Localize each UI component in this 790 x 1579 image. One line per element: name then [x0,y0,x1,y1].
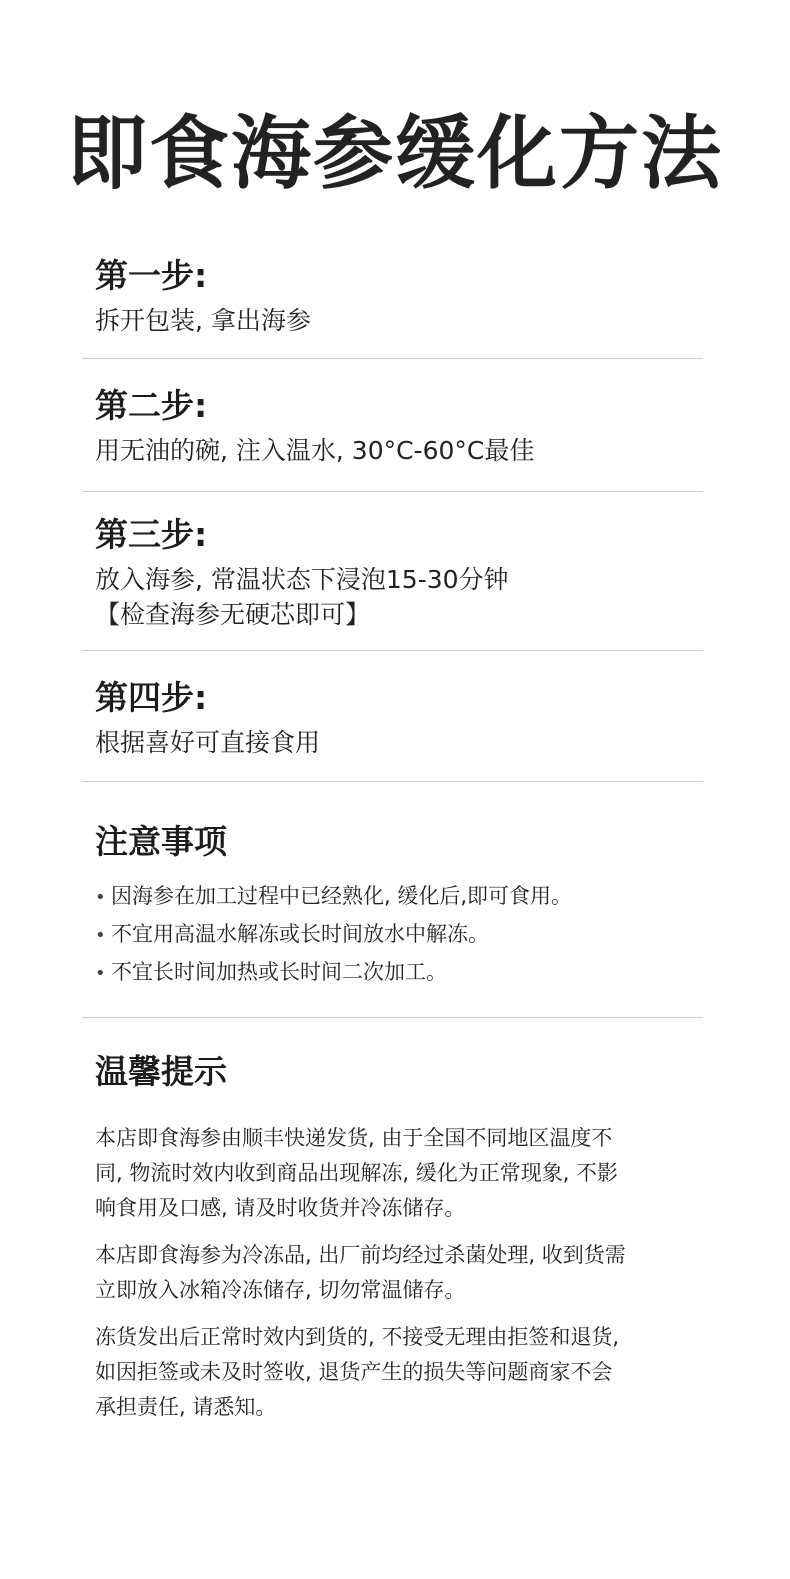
step-line: 放入海参, 常温状态下浸泡15-30分钟 [95,565,509,594]
tip-line: 同, 物流时效内收到商品出现解冻, 缓化为正常现象, 不影 [95,1161,619,1185]
tip-line: 冻货发出后正常时效内到货的, 不接受无理由拒签和退货, [95,1325,620,1349]
notes-heading: 注意事项 [95,822,227,861]
tip-paragraph [95,1320,695,1425]
step-heading: 第三步: [95,515,208,554]
page-title: 即食海参缓化方法 [67,107,723,200]
step-line: 根据喜好可直接食用 [95,728,321,757]
divider [82,491,703,492]
step-4 [95,678,715,760]
tip-line: 本店即食海参由顺丰快递发货, 由于全国不同地区温度不 [95,1126,613,1150]
step-heading: 第四步: [95,678,208,717]
note-text: 因海参在加工过程中已经熟化, 缓化后,即可食用。 [111,884,573,908]
tips-heading: 温馨提示 [95,1052,227,1091]
step-line: 拆开包装, 拿出海参 [95,306,311,335]
list-item [95,878,715,916]
tip-line: 响食用及口感, 请及时收货并冷冻储存。 [95,1196,466,1220]
step-text [95,303,715,338]
note-text: 不宜用高温水解冻或长时间放水中解冻。 [111,922,489,946]
step-1 [95,256,715,338]
divider [82,650,703,651]
divider [82,358,703,359]
step-3 [95,515,715,632]
tip-line: 如因拒签或未及时签收, 退货产生的损失等问题商家不会 [95,1360,613,1384]
step-line: 用无油的碗, 注入温水, 30°C-60°C最佳 [95,436,535,465]
step-heading: 第二步: [95,386,208,425]
step-text [95,433,715,468]
step-heading: 第一步: [95,256,208,295]
tip-line: 立即放入冰箱冷冻储存, 切勿常温储存。 [95,1278,466,1302]
list-item [95,916,715,954]
tip-paragraph [95,1121,695,1226]
tip-paragraph [95,1238,695,1308]
step-text [95,725,715,760]
tip-line: 承担责任, 请悉知。 [95,1395,277,1419]
note-text: 不宜长时间加热或长时间二次加工。 [111,960,447,984]
divider [82,781,703,782]
divider [82,1017,703,1018]
step-text [95,562,715,632]
step-2 [95,386,715,468]
tips-body [95,1121,695,1437]
notes-list [95,878,715,992]
bullet-icon: • [95,925,106,946]
bullet-icon: • [95,963,106,984]
tip-line: 本店即食海参为冷冻品, 出厂前均经过杀菌处理, 收到货需 [95,1243,626,1267]
list-item [95,954,715,992]
bullet-icon: • [95,887,106,908]
step-line: 【检查海参无硬芯即可】 [95,600,371,629]
